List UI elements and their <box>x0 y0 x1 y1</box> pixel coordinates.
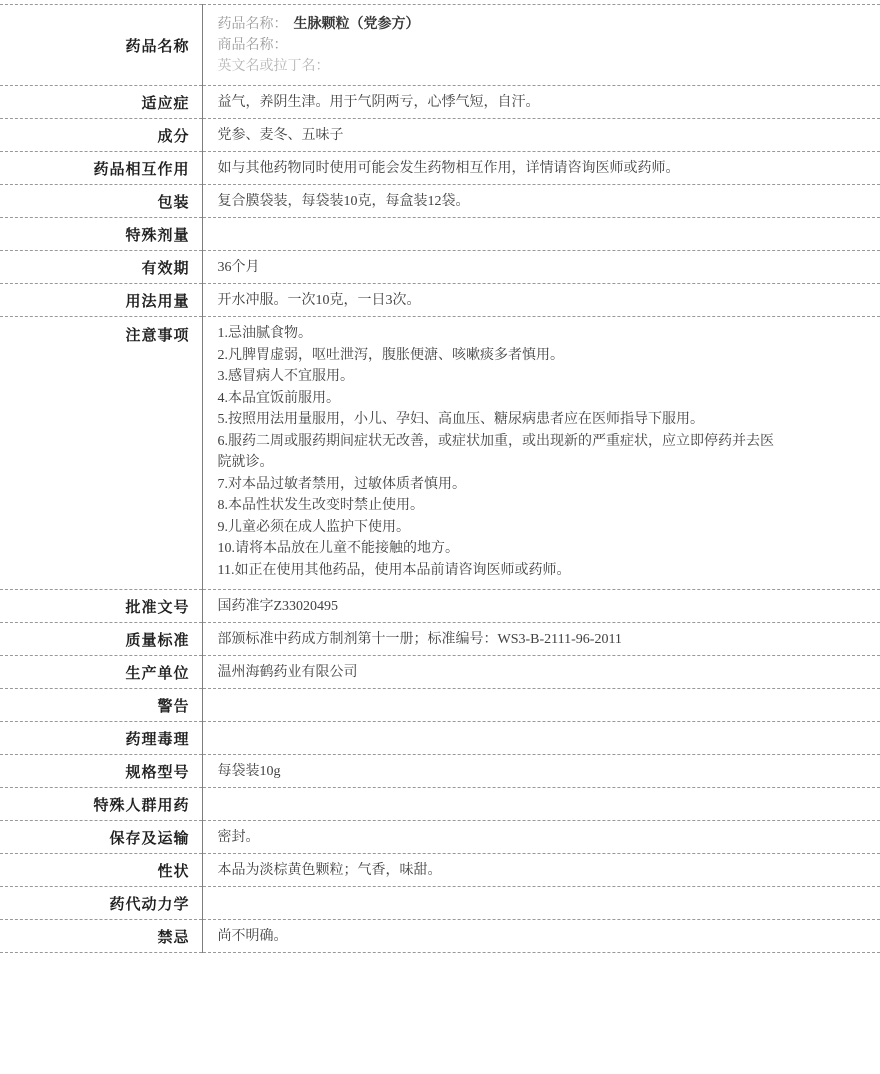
trade-name-label: 商品名称： <box>217 37 288 53</box>
precaution-item: 4.本品宜饭前服用。 <box>217 390 340 406</box>
row-label: 用法用量 <box>0 284 202 317</box>
row-value: 温州海鹤药业有限公司 <box>202 656 880 689</box>
row-value: 开水冲服。一次10克，一日3次。 <box>202 284 880 317</box>
precaution-item: 5.按照用法用量服用，小儿、孕妇、高血压、糖尿病患者应在医师指导下服用。 <box>217 412 704 427</box>
table-row-precautions <box>0 317 880 590</box>
precautions-cell <box>202 317 880 590</box>
precaution-item: 7.对本品过敏者禁用，过敏体质者慎用。 <box>217 476 466 492</box>
row-label: 适应症 <box>0 86 202 119</box>
row-label: 特殊人群用药 <box>0 788 202 821</box>
row-label: 警告 <box>0 689 202 722</box>
precaution-item: 1.忌油腻食物。 <box>217 326 312 341</box>
row-label: 特殊剂量 <box>0 218 202 251</box>
row-value: 36个月 <box>202 251 880 284</box>
table-row-packaging <box>0 185 880 218</box>
row-value: 尚不明确。 <box>202 920 880 953</box>
row-value <box>202 722 880 755</box>
generic-name-line <box>218 14 873 35</box>
table-row-description <box>0 854 880 887</box>
row-label: 规格型号 <box>0 755 202 788</box>
drug-info-table <box>0 4 880 953</box>
english-name-line <box>218 56 873 77</box>
precaution-item: 11.如正在使用其他药品，使用本品前请咨询医师或药师。 <box>217 562 571 578</box>
table-row-specification <box>0 755 880 788</box>
generic-name-value: 生脉颗粒（党参方） <box>293 16 420 32</box>
row-label: 保存及运输 <box>0 821 202 854</box>
row-label: 药代动力学 <box>0 887 202 920</box>
row-label: 性状 <box>0 854 202 887</box>
precaution-item: 9.儿童必须在成人监护下使用。 <box>217 519 410 535</box>
table-row-pharmacology-toxicology <box>0 722 880 755</box>
row-value: 复合膜袋装，每袋装10克，每盒装12袋。 <box>202 185 880 218</box>
row-label: 包装 <box>0 185 202 218</box>
row-label: 禁忌 <box>0 920 202 953</box>
row-label-drug-name: 药品名称 <box>0 5 202 86</box>
precaution-item: 3.感冒病人不宜服用。 <box>217 369 354 384</box>
row-value: 党参、麦冬、五味子 <box>202 119 880 152</box>
row-value <box>202 689 880 722</box>
row-value: 每袋装10g <box>202 755 880 788</box>
row-label: 批准文号 <box>0 590 202 623</box>
row-label: 质量标准 <box>0 623 202 656</box>
precaution-item: 10.请将本品放在儿童不能接触的地方。 <box>217 541 459 556</box>
table-row-manufacturer <box>0 656 880 689</box>
table-row-dosage-usage <box>0 284 880 317</box>
row-value: 如与其他药物同时使用可能会发生药物相互作用，详情请咨询医师或药师。 <box>202 152 880 185</box>
drug-name-row <box>0 5 880 86</box>
table-row-quality-standard <box>0 623 880 656</box>
table-row-pharmacokinetics <box>0 887 880 920</box>
table-row-indications <box>0 86 880 119</box>
table-row-approval-number <box>0 590 880 623</box>
precautions-list <box>218 323 778 581</box>
table-row-warning <box>0 689 880 722</box>
row-label: 有效期 <box>0 251 202 284</box>
table-row-special-populations <box>0 788 880 821</box>
row-value: 密封。 <box>202 821 880 854</box>
row-label: 药品相互作用 <box>0 152 202 185</box>
row-label: 药理毒理 <box>0 722 202 755</box>
table-row-storage-transport <box>0 821 880 854</box>
row-label: 成分 <box>0 119 202 152</box>
english-name-label: 英文名或拉丁名： <box>217 58 330 74</box>
table-row-drug-interactions <box>0 152 880 185</box>
row-value <box>202 887 880 920</box>
row-label: 注意事项 <box>0 317 202 590</box>
generic-name-label: 药品名称： <box>217 16 288 32</box>
precaution-item: 2.凡脾胃虚弱，呕吐泄泻，腹胀便溏、咳嗽痰多者慎用。 <box>217 347 564 363</box>
row-value: 本品为淡棕黄色颗粒；气香，味甜。 <box>202 854 880 887</box>
drug-name-cell <box>202 5 880 86</box>
table-row-special-dosage <box>0 218 880 251</box>
row-value: 部颁标准中药成方制剂第十一册；标准编号：WS3-B-2111-96-2011 <box>202 623 880 656</box>
row-label: 生产单位 <box>0 656 202 689</box>
table-row-ingredients <box>0 119 880 152</box>
row-value <box>202 788 880 821</box>
table-row-contraindications <box>0 920 880 953</box>
row-value: 益气，养阴生津。用于气阴两亏，心悸气短，自汗。 <box>202 86 880 119</box>
precaution-item: 6.服药二周或服药期间症状无改善，或症状加重，或出现新的严重症状，应立即停药并去医院就诊。 <box>217 433 774 470</box>
row-value: 国药准字Z33020495 <box>202 590 880 623</box>
precaution-item: 8.本品性状发生改变时禁止使用。 <box>217 498 424 513</box>
row-value <box>202 218 880 251</box>
trade-name-line <box>218 35 873 56</box>
table-row-shelf-life <box>0 251 880 284</box>
